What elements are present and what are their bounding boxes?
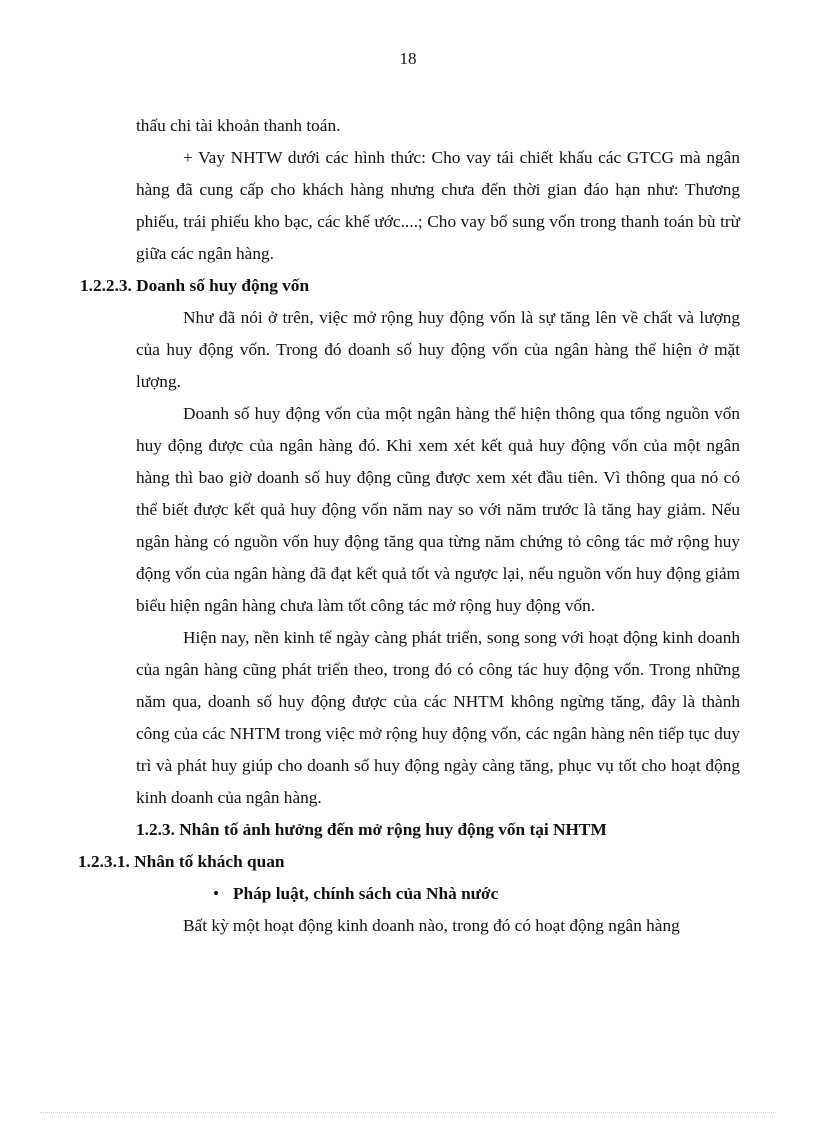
bullet-text: Pháp luật, chính sách của Nhà nước — [233, 884, 499, 903]
paragraph-6: Bất kỳ một hoạt động kinh doanh nào, trong đó có hoạt động ngân hàng — [183, 916, 680, 935]
document-body — [78, 110, 740, 942]
section-heading-1-2-3-1: 1.2.3.1. Nhân tố khách quan — [78, 852, 285, 871]
page-number: 18 — [399, 49, 417, 68]
paragraph-2: + Vay NHTW dưới các hình thức: Cho vay tái chiết khấu các GTCG mà ngân hàng đã cung cấp cho khách hàng nhưng chưa đến thời gian đáo hạn như: Thương phiếu, trái phiếu kho bạc, các khế ước....; Cho vay bổ sung vốn trong thanh toán bù trừ giữa các ngân hàng. — [136, 148, 740, 263]
bullet-dot-icon: • — [213, 884, 220, 903]
section-heading-1-2-2-3: 1.2.2.3. Doanh số huy động vốn — [80, 276, 310, 295]
paragraph-3: Như đã nói ở trên, việc mở rộng huy động vốn là sự tăng lên về chất và lượng của huy động vốn. Trong đó doanh số huy động vốn của ngân hàng thể hiện ở mặt lượng. — [136, 308, 740, 391]
section-heading-1-2-3: 1.2.3. Nhân tố ảnh hưởng đến mở rộng huy động vốn tại NHTM — [136, 820, 607, 839]
paragraph-4: Doanh số huy động vốn của một ngân hàng thể hiện thông qua tổng nguồn vốn huy động được của ngân hàng đó. Khi xem xét kết quả huy động vốn của một ngân hàng thì bao giờ doanh số huy động cũng được xem xét đầu tiên. Vì thông qua nó có thể biết được kết quả huy động vốn năm nay so với năm trước là tăng hay giảm. Nếu ngân hàng có nguồn vốn huy động tăng qua từng năm chứng tỏ công tác mở rộng huy động vốn của ngân hàng đã đạt kết quả tốt và ngược lại, nếu nguồn vốn huy động giảm biểu hiện ngân hàng chưa làm tốt công tác mở rộng huy động vốn. — [136, 404, 740, 615]
footer-divider — [40, 1112, 776, 1113]
paragraph-5: Hiện nay, nền kinh tế ngày càng phát triển, song song với hoạt động kinh doanh của ngân hàng cũng phát triển theo, trong đó có công tác huy động vốn. Trong những năm qua, doanh số huy động được của các NHTM không ngừng tăng, đây là thành công của các NHTM trong việc mở rộng huy động vốn, các ngân hàng nên tiếp tục duy trì và phát huy giúp cho doanh số huy động ngày càng tăng, phục vụ tốt cho hoạt động kinh doanh của ngân hàng. — [136, 628, 740, 807]
bullet-item — [136, 878, 740, 910]
paragraph-1: thấu chi tài khoản thanh toán. — [136, 116, 341, 135]
